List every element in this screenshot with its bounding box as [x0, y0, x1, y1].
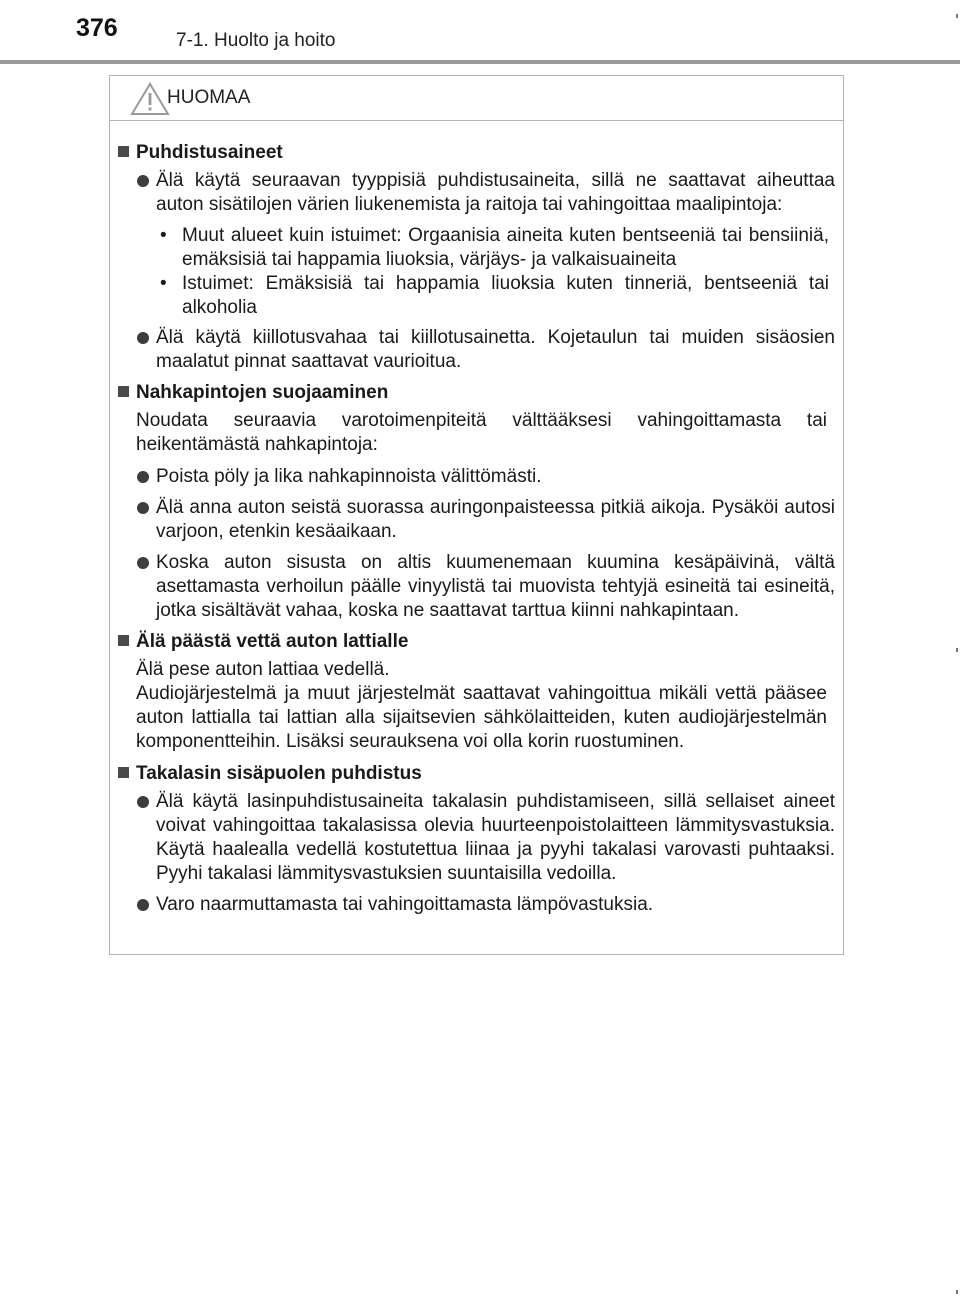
section-text: Audiojärjestelmä ja muut järjestelmät saattavat vahingoittua mikäli vettä pääsee auton lattialla tai lattian alla sijaitsevien sähkölaitteiden, kuten audiojärjestelmän komponentteihin. Lisäksi seurauksena voi olla korin ruostuminen.	[136, 683, 827, 752]
bullet-item	[118, 496, 835, 544]
round-bullet-icon	[137, 899, 149, 911]
section-heading-text: Puhdistusaineet	[136, 142, 283, 163]
section-heading	[118, 381, 835, 405]
page-number: 376	[76, 14, 118, 42]
section-heading	[118, 141, 835, 165]
page-header	[0, 0, 960, 62]
bullet-item	[118, 326, 835, 374]
bullet-item	[118, 790, 835, 886]
notice-title: HUOMAA	[167, 87, 251, 108]
round-bullet-icon	[137, 175, 149, 187]
header-rule	[0, 60, 960, 64]
sub-item	[118, 224, 835, 272]
crop-mark	[956, 648, 958, 652]
bullet-text: Poista pöly ja lika nahkapinnoista välittömästi.	[156, 466, 542, 487]
round-bullet-icon	[137, 502, 149, 514]
bullet-item	[118, 551, 835, 623]
section-text: Älä pese auton lattiaa vedellä.	[136, 659, 390, 680]
notice-body	[110, 121, 843, 917]
bullet-item	[118, 465, 835, 489]
bullet-text: Varo naarmuttamasta tai vahingoittamasta lämpövastuksia.	[156, 894, 654, 915]
bullet-text: Koska auton sisusta on altis kuumenemaan kuumina kesäpäivinä, vältä asettamasta verhoilun päälle vinyylistä tai muovista tehtyjä esineitä tai esineitä, jotka sisältävät vahaa, koska ne saattavat tarttua kiinni nahkapintaan.	[156, 552, 835, 621]
chapter-title: 7-1. Huolto ja hoito	[176, 30, 336, 51]
round-bullet-icon	[137, 471, 149, 483]
section-heading-text: Nahkapintojen suojaaminen	[136, 382, 389, 403]
section-heading-text: Takalasin sisäpuolen puhdistus	[136, 763, 422, 784]
notice-header	[110, 76, 843, 121]
section-intro: Noudata seuraavia varotoimenpiteitä välttääksesi vahingoittamasta tai heikentämästä nahkapintoja:	[136, 410, 827, 455]
round-bullet-icon	[137, 332, 149, 344]
bullet-text: Älä käytä kiillotusvahaa tai kiillotusainetta. Kojetaulun tai muiden sisäosien maalatut pinnat saattavat vaurioitua.	[156, 327, 835, 372]
crop-mark	[956, 1290, 958, 1294]
notice-box	[109, 75, 844, 955]
section-heading-text: Älä päästä vettä auton lattialle	[136, 631, 409, 652]
crop-mark	[956, 14, 958, 18]
square-bullet-icon	[118, 635, 129, 646]
bullet-text: Älä anna auton seistä suorassa auringonpaisteessa pitkiä aikoja. Pysäköi autosi varjoon, etenkin kesäaikaan.	[156, 497, 835, 542]
square-bullet-icon	[118, 386, 129, 397]
section-heading	[118, 762, 835, 786]
bullet-item	[118, 169, 835, 217]
bullet-text: Älä käytä lasinpuhdistusaineita takalasin puhdistamiseen, sillä sellaiset aineet voivat vahingoittaa takalasissa olevia huurteenpoistolaitteen lämmitysvastuksia. Käytä haalealla vedellä kostutettua liinaa ja pyyhi takalasi varovasti puhtaaksi. Pyyhi takalasi lämmitysvastuksien suuntaisilla vedoilla.	[156, 791, 835, 884]
sub-item-text: Muut alueet kuin istuimet: Orgaanisia aineita kuten bentseeniä tai bensiiniä, emäksisiä tai happamia liuoksia, värjäys- ja valkaisuaineita	[182, 225, 829, 270]
warning-triangle-icon	[130, 82, 170, 116]
square-bullet-icon	[118, 767, 129, 778]
round-bullet-icon	[137, 796, 149, 808]
sub-item	[118, 272, 835, 320]
dot-mark-icon: •	[160, 273, 167, 294]
sub-item-text: Istuimet: Emäksisiä tai happamia liuoksia kuten tinneriä, bentseeniä tai alkoholia	[182, 273, 829, 318]
square-bullet-icon	[118, 146, 129, 157]
bullet-text: Älä käytä seuraavan tyyppisiä puhdistusaineita, sillä ne saattavat aiheuttaa auton sisätilojen värien liukenemista ja raitoja tai vahingoittaa maalipintoja:	[156, 170, 835, 215]
dot-mark-icon: •	[160, 225, 167, 246]
section-heading	[118, 630, 835, 654]
round-bullet-icon	[137, 557, 149, 569]
bullet-item	[118, 893, 835, 917]
